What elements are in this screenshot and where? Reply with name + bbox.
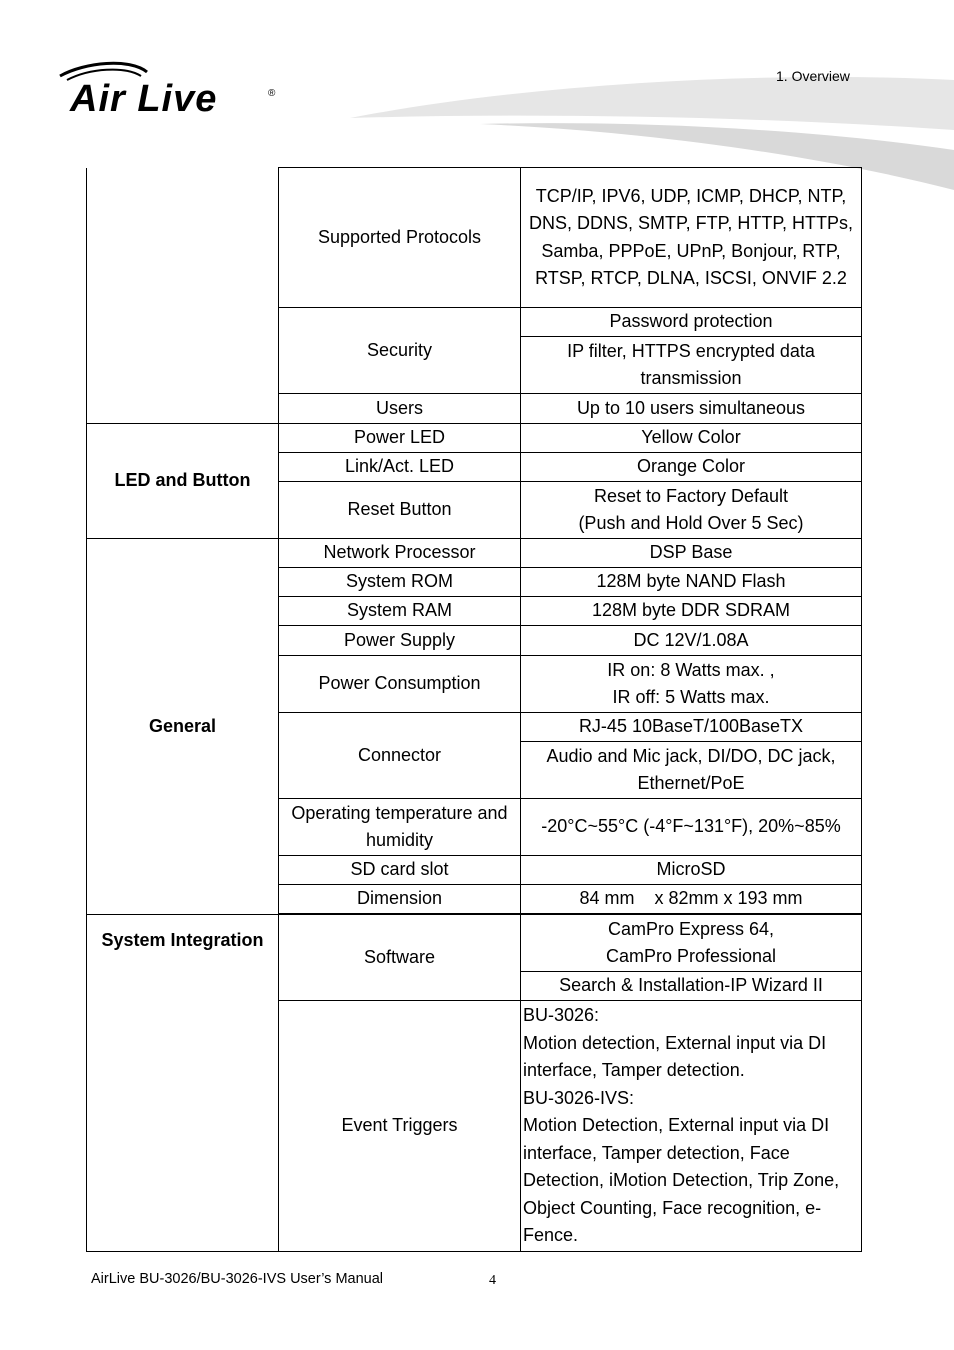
spec-value [521, 915, 862, 972]
spec-label: SD card slot [279, 856, 521, 885]
category-cell: LED and Button [87, 424, 279, 539]
spec-label: Dimension [279, 885, 521, 914]
table-row [87, 915, 862, 972]
category-cell: General [87, 539, 279, 915]
spec-value: 128M byte NAND Flash [521, 568, 862, 597]
table-row [87, 539, 862, 568]
spec-value-line: (Push and Hold Over 5 Sec) [578, 513, 804, 533]
footer-manual-title: AirLive BU-3026/BU-3026-IVS User’s Manual [91, 1271, 384, 1287]
spec-value [521, 656, 862, 713]
logo-text: Air Live [70, 78, 218, 120]
spec-value: RJ-45 10BaseT/100BaseTX [521, 713, 862, 742]
spec-value: TCP/IP, IPV6, UDP, ICMP, DHCP, NTP, DNS, DDNS, SMTP, FTP, HTTP, HTTPs, Samba, PPPoE, UPnP, Bonjour, RTP, RTSP, RTCP, DLNA, ISCSI, ONVIF 2.2 [521, 168, 862, 308]
spec-value-line: IR on: 8 Watts max. , [607, 659, 775, 680]
table-row [87, 424, 862, 453]
spec-value: 128M byte DDR SDRAM [521, 597, 862, 626]
spec-label: Security [279, 308, 521, 394]
spec-value: Search & Installation-IP Wizard II [521, 972, 862, 1001]
spec-label: Network Processor [279, 539, 521, 568]
registered-mark: ® [268, 88, 276, 99]
spec-value: DC 12V/1.08A [521, 626, 862, 656]
spec-value: Orange Color [521, 453, 862, 482]
spec-value: DSP Base [521, 539, 862, 568]
spec-value-line: CamPro Express 64, [607, 918, 775, 939]
section-title: 1. Overview [776, 68, 850, 84]
event-line: Motion detection, External input via DI interface, Tamper detection. [523, 1032, 827, 1081]
spec-value: MicroSD [521, 856, 862, 885]
spec-value: 84 mm x 82mm x 193 mm [521, 885, 862, 914]
spec-value: Up to 10 users simultaneous [521, 394, 862, 424]
spec-label: System ROM [279, 568, 521, 597]
spec-label: System RAM [279, 597, 521, 626]
spec-table [86, 167, 862, 1252]
event-line: BU-3026: [523, 1005, 600, 1026]
spec-label: Supported Protocols [279, 168, 521, 308]
spec-label: Reset Button [279, 482, 521, 539]
spec-value [521, 482, 862, 539]
spec-label: Connector [279, 713, 521, 799]
spec-label: Software [279, 915, 521, 1001]
spec-value: Password protection [521, 308, 862, 337]
spec-label: Power Consumption [279, 656, 521, 713]
spec-label: Power Supply [279, 626, 521, 656]
spec-value-line: IR off: 5 Watts max. [612, 687, 770, 707]
spec-value [521, 1001, 862, 1252]
category-cell: System Integration [87, 915, 279, 1252]
table-row [87, 168, 862, 308]
spec-label: Operating temperature and humidity [279, 799, 521, 856]
spec-label: Users [279, 394, 521, 424]
event-line: Motion Detection, External input via DI interface, Tamper detection, Face Detection, iMotion Detection, Trip Zone, Object Counting, Face recognition, e-Fence. [523, 1115, 840, 1246]
spec-value: Audio and Mic jack, DI/DO, DC jack, Ethernet/PoE [521, 742, 862, 799]
spec-label: Power LED [279, 424, 521, 453]
spec-value-line: CamPro Professional [605, 946, 777, 966]
spec-value-line: Reset to Factory Default [593, 485, 789, 506]
spec-label: Event Triggers [279, 1001, 521, 1252]
page-number: 4 [489, 1273, 496, 1288]
event-line: BU-3026-IVS: [523, 1087, 635, 1108]
spec-value: Yellow Color [521, 424, 862, 453]
spec-label: Link/Act. LED [279, 453, 521, 482]
spec-value: -20°C~55°C (-4°F~131°F), 20%~85% [521, 799, 862, 856]
category-cell [87, 168, 279, 424]
spec-value: IP filter, HTTPS encrypted data transmission [521, 337, 862, 394]
